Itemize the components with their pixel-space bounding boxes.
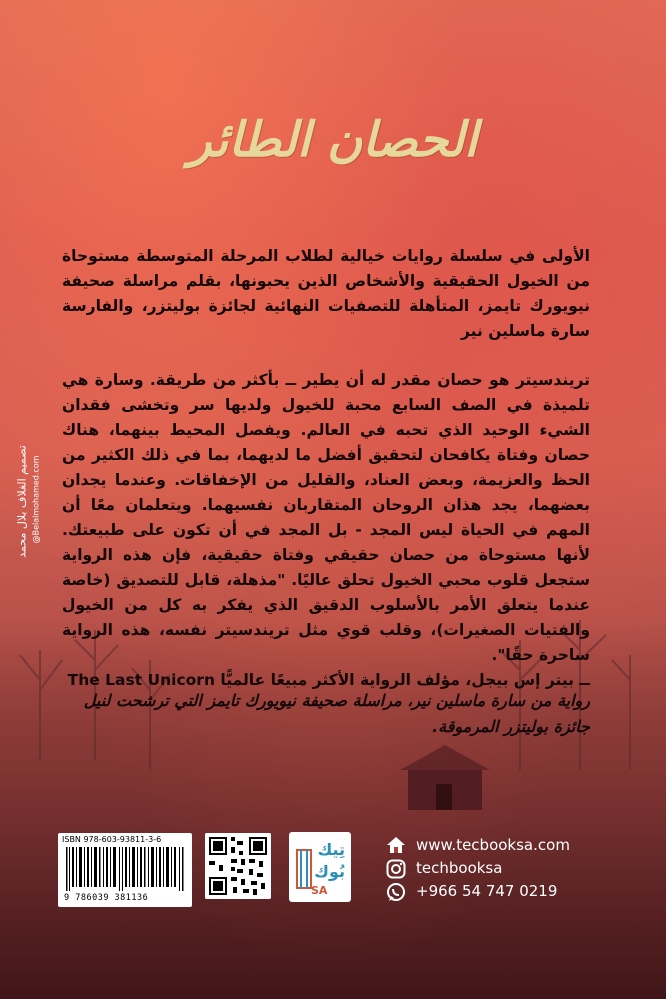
isbn-label: ISBN 978-603-93811-3-6 xyxy=(62,835,162,844)
attribution-book: The Last Unicorn xyxy=(67,671,215,689)
instagram-icon xyxy=(386,859,406,879)
intro-paragraph: الأولى في سلسلة روايات خيالية لطلاب المرحلة المتوسطة مستوحاة من الخيول الحقيقية والأشخاص الذين يحبونها، بقلم مراسلة صحيفة نيويورك تايمز، المتأهلة للتصفيات النهائية لجائزة بوليتزر، والفارسة سارة ماسلين نير xyxy=(62,247,590,340)
website-text[interactable]: www.tecbooksa.com xyxy=(416,836,570,854)
logo-text-2: بُوك xyxy=(314,862,345,881)
home-icon xyxy=(386,836,406,854)
isbn-barcode xyxy=(58,833,192,907)
design-credit-text xyxy=(16,422,29,582)
design-credit-email: @Belalmohamed.com xyxy=(31,455,41,544)
logo-sa: SA xyxy=(311,884,328,897)
description-paragraph xyxy=(62,368,590,693)
barcode-bars xyxy=(64,847,186,891)
instagram-text[interactable]: techbooksa xyxy=(416,859,503,877)
whatsapp-icon xyxy=(386,882,406,902)
logo-text-1: تِيك xyxy=(317,840,345,859)
design-credit-name: بلال محمد xyxy=(15,511,29,558)
novel-note: رواية من سارة ماسلين نير، مراسلة صحيفة نيويورك تايمز التي ترشحت لنيل جائزة بوليتزر المرموقة. xyxy=(83,691,590,736)
description-body: تريندسيتر هو حصان مقدر له أن يطير ــ بأكثر من طريقة. وسارة هي تلميذة في الصف السابع محبة للخيول ولديها سر وتخشى فقدان الشيء الوحيد الذي تحبه في العالم. ويفصل المحيط بينهما، هناك حصان وفتاة يكافحان لتحقيق أفضل ما لديهما، بما في ذلك الكثير من الحظ والعزيمة، وبعض العناد، والقليل من الإخفاقات. وعندما يجدان بعضهما، يجد هذان الروحان المتقاربان نفسيهما. ويتعلمان معًا أن المهم في الحياة ليس المجد - بل المجد في أن تكون على طبيعتك. لأنها مستوحاة من حصان حقيقي وفتاة حقيقية، فإن هذه الرواية ستجعل قلوب محبي الخيول تحلق عاليًا. "مذهلة، قابل للتصديق (خاصة عندما يتعلق الأمر بالأسلوب الدقيق الذي يفكر به كل من الخيول والفتيات الصغيرات)، وقلب قوي مثل تريندسيتر نفسه، هذه الرواية ساحرة حقًا". xyxy=(62,371,590,664)
design-credit xyxy=(0,415,40,595)
barn-silhouette xyxy=(390,740,500,810)
book-title: الحصان الطائر xyxy=(188,112,478,168)
publisher-logo xyxy=(289,832,351,902)
design-credit-label: تصميم الغلاف xyxy=(15,445,29,509)
attribution-text: ــ بيتر إس بيجل، مؤلف الرواية الأكثر مبيعًا عالميًّا xyxy=(220,671,590,689)
isbn-digits: 9 786039 381136 xyxy=(64,893,149,903)
qr-code[interactable] xyxy=(205,833,271,899)
phone-text[interactable]: +966 54 747 0219 xyxy=(416,882,558,900)
